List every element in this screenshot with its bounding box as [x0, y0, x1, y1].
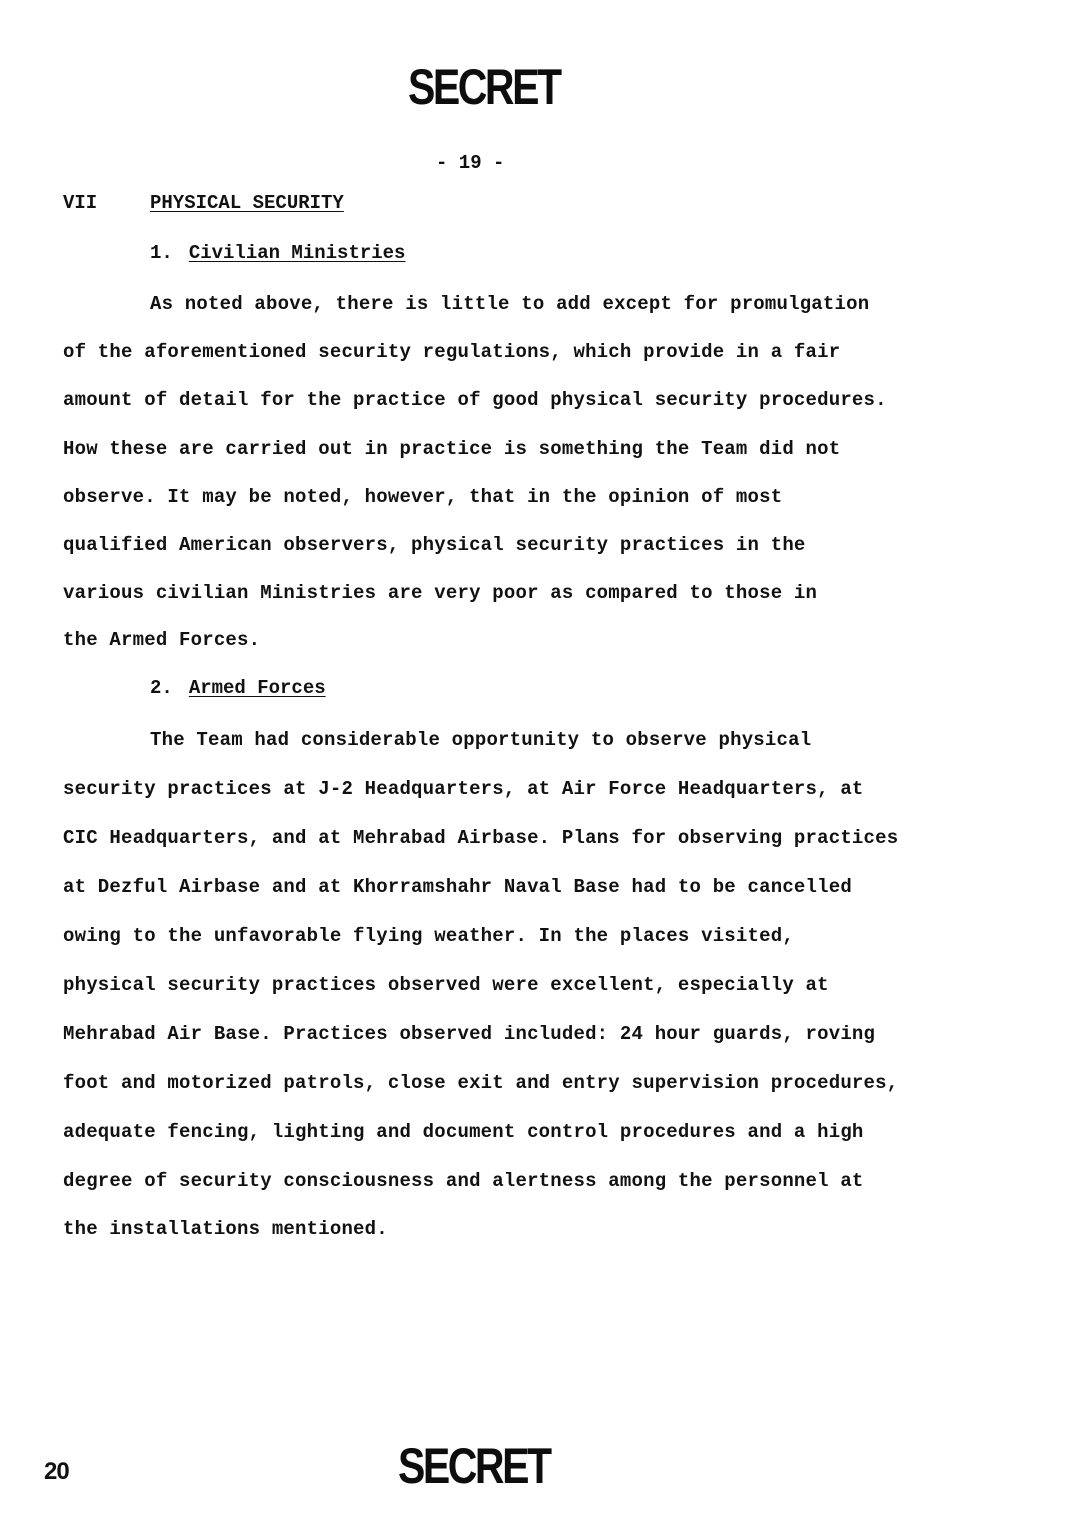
paragraph-line: the Armed Forces. [63, 629, 261, 651]
paragraph-line: the installations mentioned. [63, 1218, 388, 1240]
subsection-number: 1. [150, 242, 173, 264]
section-title: PHYSICAL SECURITY [150, 192, 344, 214]
paragraph-line: qualified American observers, physical security practices in the [63, 534, 806, 556]
paragraph-line: amount of detail for the practice of good physical security procedures. [63, 389, 887, 411]
paragraph-line: foot and motorized patrols, close exit and entry supervision procedures, [63, 1072, 899, 1094]
subsection-heading-armed-forces [150, 677, 326, 699]
paragraph-line: various civilian Ministries are very poor as compared to those in [63, 582, 818, 604]
paragraph-line: security practices at J-2 Headquarters, at Air Force Headquarters, at [63, 778, 864, 800]
paragraph-line: CIC Headquarters, and at Mehrabad Airbase. Plans for observing practices [63, 827, 899, 849]
page-number: - 19 - [436, 152, 505, 174]
subsection-heading-civilian-ministries [150, 242, 405, 264]
subsection-title: Civilian Ministries [188, 242, 406, 264]
footer-page-number: 20 [44, 1458, 69, 1485]
subsection-title: Armed Forces [188, 677, 326, 699]
subsection-number: 2. [150, 677, 173, 699]
paragraph-line: degree of security consciousness and alertness among the personnel at [63, 1170, 864, 1192]
paragraph-line: owing to the unfavorable flying weather. In the places visited, [63, 925, 794, 947]
paragraph-line: adequate fencing, lighting and document control procedures and a high [63, 1121, 864, 1143]
paragraph-line: of the aforementioned security regulations, which provide in a fair [63, 341, 841, 363]
paragraph-line: The Team had considerable opportunity to observe physical [150, 729, 812, 751]
section-number: VII [63, 192, 98, 214]
paragraph-line: How these are carried out in practice is something the Team did not [63, 438, 841, 460]
paragraph-line: observe. It may be noted, however, that in the opinion of most [63, 486, 783, 508]
classification-footer: SECRET [398, 1438, 550, 1494]
classification-header: SECRET [408, 59, 560, 115]
paragraph-line: physical security practices observed were excellent, especially at [63, 974, 829, 996]
paragraph-line: at Dezful Airbase and at Khorramshahr Naval Base had to be cancelled [63, 876, 852, 898]
paragraph-line: Mehrabad Air Base. Practices observed included: 24 hour guards, roving [63, 1023, 876, 1045]
paragraph-line: As noted above, there is little to add except for promulgation [150, 293, 870, 315]
